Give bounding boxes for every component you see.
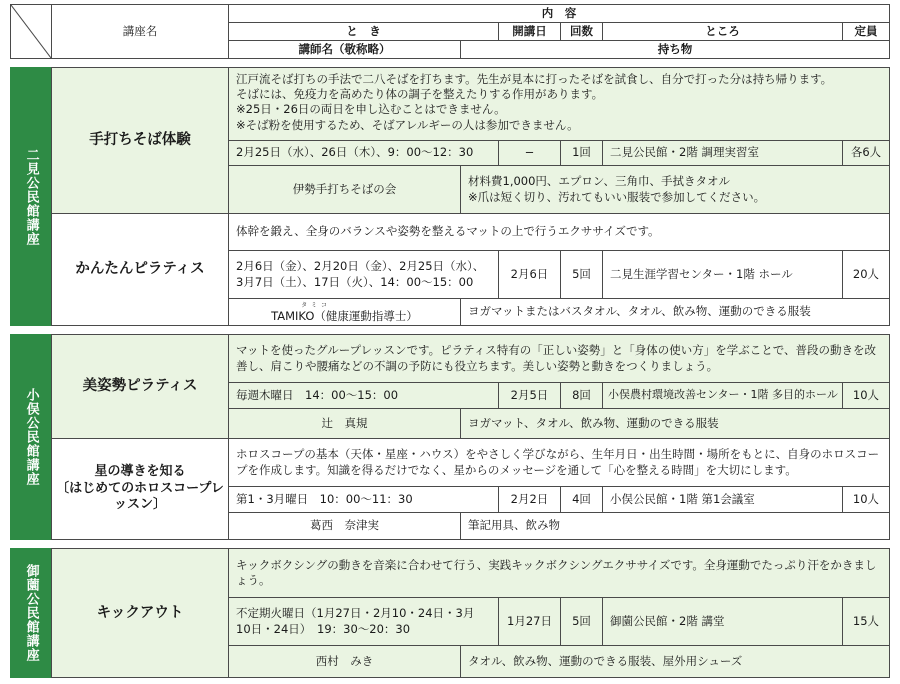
course-place: 二見公民館・2階 調理実習室 bbox=[602, 140, 843, 166]
header-belongings: 持ち物 bbox=[460, 40, 890, 59]
course-place: 御薗公民館・2階 講堂 bbox=[602, 597, 843, 646]
course-instructor: TAMIKO（健康運動指導士） bbox=[271, 308, 418, 323]
course-capacity: 20人 bbox=[842, 250, 890, 299]
instructor-ruby: タ ミ コ bbox=[301, 301, 328, 309]
course-sessions: 1回 bbox=[560, 140, 603, 166]
course-place: 小俣農村環境改善センター・1階 多目的ホール bbox=[602, 382, 843, 409]
course-capacity: 15人 bbox=[842, 597, 890, 646]
course-start-date: 2月6日 bbox=[498, 250, 561, 299]
course-belongings: 筆記用具、飲み物 bbox=[460, 512, 890, 540]
header-course-name: 講座名 bbox=[51, 4, 229, 59]
course-description: 体幹を鍛え、全身のバランスや姿勢を整えるマットの上で行うエクササイズです。 bbox=[228, 213, 890, 251]
course-sessions: 5回 bbox=[560, 250, 603, 299]
course-instructor: 西村 みき bbox=[228, 645, 461, 678]
section-label-futami: 二見公民館講座 bbox=[10, 67, 52, 326]
course-instructor-cell bbox=[228, 298, 461, 326]
course-name: 美姿勢ピラティス bbox=[51, 334, 229, 439]
header-place: ところ bbox=[602, 22, 843, 41]
course-description: マットを使ったグループレッスンです。ピラティス特有の「正しい姿勢」と「身体の使い方」を学ぶことで、普段の動きを改善し、肩こりや腰痛などの不調の予防にも役立ちます。美しい姿勢と動きをつくりましょう。 bbox=[228, 334, 890, 383]
course-belongings: ヨガマットまたはバスタオル、タオル、飲み物、運動のできる服装 bbox=[460, 298, 890, 326]
header-datetime: と き bbox=[228, 22, 499, 41]
course-name: キックアウト bbox=[51, 548, 229, 678]
section-label-misono: 御薗公民館講座 bbox=[10, 548, 52, 678]
course-name: 星の導きを知る 〔はじめてのホロスコープレッスン〕 bbox=[51, 438, 229, 540]
course-description: 江戸流そば打ちの手法で二八そばを打ちます。先生が見本に打ったそばを試食し、自分で打った分は持ち帰ります。 そばには、免疫力を高めたり体の調子を整えたりする作用があります。 ※25日・26日の両日を申し込むことはできません。 ※そば粉を使用するため、そばアレルギーの人は参加できません。 bbox=[228, 67, 890, 141]
course-instructor: 辻 真規 bbox=[228, 408, 461, 439]
course-instructor: 伊勢手打ちそばの会 bbox=[228, 165, 461, 214]
course-name: 手打ちそば体験 bbox=[51, 67, 229, 214]
header-sessions: 回数 bbox=[560, 22, 603, 41]
course-instructor: 葛西 奈津実 bbox=[228, 512, 461, 540]
course-start-date: − bbox=[498, 140, 561, 166]
diagonal-line bbox=[11, 5, 51, 58]
course-place: 二見生涯学習センター・1階 ホール bbox=[602, 250, 843, 299]
course-capacity: 10人 bbox=[842, 382, 890, 409]
course-start-date: 1月27日 bbox=[498, 597, 561, 646]
course-capacity: 10人 bbox=[842, 486, 890, 513]
course-datetime: 2月6日（金）、2月20日（金）、2月25日（水）、 3月7日（土）、17日（火）、14：00〜15：00 bbox=[228, 250, 499, 299]
course-datetime: 2月25日（水）、26日（木）、9：00〜12：30 bbox=[228, 140, 499, 166]
course-belongings: 材料費1,000円、エプロン、三角巾、手拭きタオル ※爪は短く切り、汚れてもいい服装で参加してください。 bbox=[460, 165, 890, 214]
course-name: かんたんピラティス bbox=[51, 213, 229, 326]
course-place: 小俣公民館・1階 第1会議室 bbox=[602, 486, 843, 513]
header-capacity: 定員 bbox=[842, 22, 890, 41]
header-corner bbox=[10, 4, 52, 59]
course-sessions: 5回 bbox=[560, 597, 603, 646]
course-belongings: ヨガマット、タオル、飲み物、運動のできる服装 bbox=[460, 408, 890, 439]
course-sessions: 4回 bbox=[560, 486, 603, 513]
course-datetime: 毎週木曜日 14：00〜15：00 bbox=[228, 382, 499, 409]
header-contents: 内 容 bbox=[228, 4, 890, 23]
section-label-obata: 小俣公民館講座 bbox=[10, 334, 52, 540]
course-start-date: 2月5日 bbox=[498, 382, 561, 409]
course-start-date: 2月2日 bbox=[498, 486, 561, 513]
course-datetime: 第1・3月曜日 10：00〜11：30 bbox=[228, 486, 499, 513]
header-instructor: 講師名（敬称略） bbox=[228, 40, 461, 59]
course-description: キックボクシングの動きを音楽に合わせて行う、実践キックボクシングエクササイズです。全身運動でたっぷり汗をかきましょう。 bbox=[228, 548, 890, 598]
course-description: ホロスコープの基本（天体・星座・ハウス）をやさしく学びながら、生年月日・出生時間・場所をもとに、自身のホロスコープを作成します。知識を得るだけでなく、星からのメッセージを通して「心を整える時間」を大切にします。 bbox=[228, 438, 890, 487]
course-datetime: 不定期火曜日（1月27日・2月10・24日・3月 10日・24日） 19：30〜20：30 bbox=[228, 597, 499, 646]
header-start-date: 開講日 bbox=[498, 22, 561, 41]
course-sessions: 8回 bbox=[560, 382, 603, 409]
course-belongings: タオル、飲み物、運動のできる服装、屋外用シューズ bbox=[460, 645, 890, 678]
course-capacity: 各6人 bbox=[842, 140, 890, 166]
